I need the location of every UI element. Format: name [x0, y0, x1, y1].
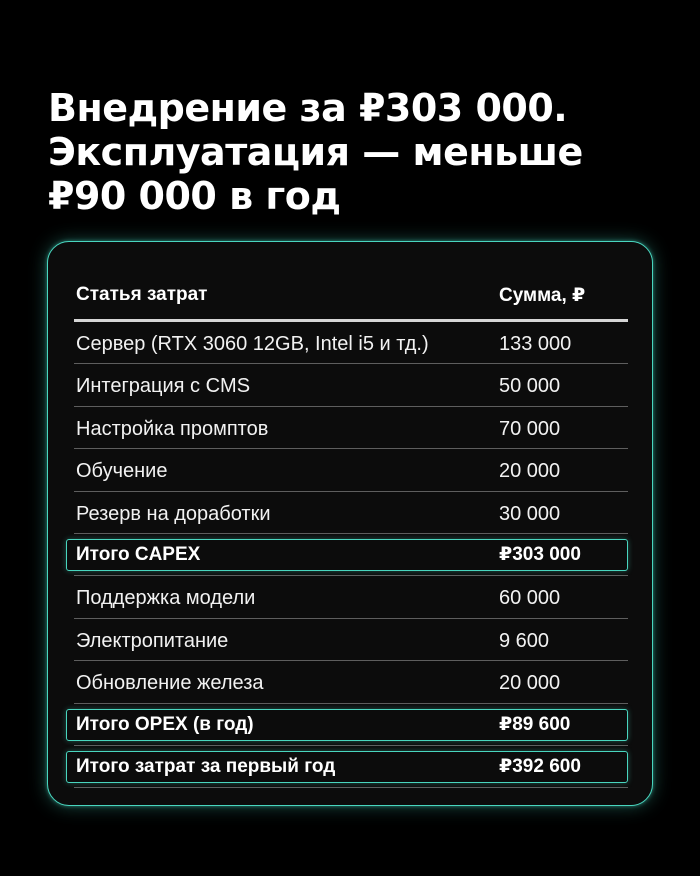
table-row [74, 449, 628, 491]
cell-item: Обучение [76, 460, 168, 483]
cost-table [74, 272, 628, 788]
total-row [74, 746, 628, 788]
cell-item: Обновление железа [76, 672, 264, 695]
cell-amount: 20 000 [499, 672, 561, 695]
cell-item: Резерв на доработки [76, 502, 271, 525]
cell-item: Итого затрат за первый год [76, 755, 336, 777]
cell-amount: ₽303 000 [499, 543, 581, 565]
headline-line-3: ₽90 000 в год [48, 174, 341, 218]
cell-amount: 133 000 [499, 333, 572, 355]
cell-amount: 20 000 [499, 460, 561, 483]
table-row [74, 619, 628, 661]
cell-amount: 30 000 [499, 502, 561, 525]
cell-amount: ₽89 600 [499, 713, 571, 735]
table-header [74, 272, 628, 322]
cell-amount: ₽392 600 [499, 755, 581, 777]
cell-amount: 60 000 [499, 587, 561, 610]
table-row [74, 576, 628, 618]
cell-amount: 70 000 [499, 417, 561, 440]
table-row [74, 364, 628, 406]
table-body [74, 322, 628, 788]
table-row [74, 492, 628, 534]
headline [48, 86, 668, 218]
header-item: Статья затрат [76, 284, 208, 305]
table-row [74, 322, 628, 364]
cell-item: Итого OPEX (в год) [76, 713, 254, 735]
cell-amount: 9 600 [499, 629, 550, 652]
table-row [74, 661, 628, 703]
cell-amount: 50 000 [499, 375, 561, 398]
cell-item: Итого CAPEX [76, 543, 201, 565]
total-row [74, 704, 628, 746]
cell-item: Поддержка модели [76, 587, 256, 610]
headline-line-2: Эксплуатация — меньше [48, 130, 583, 174]
headline-line-1: Внедрение за ₽303 000. [48, 86, 568, 130]
header-amount: Сумма, ₽ [499, 285, 586, 306]
cell-item: Сервер (RTX 3060 12GB, Intel i5 и тд.) [76, 333, 429, 355]
cell-item: Электропитание [76, 629, 229, 652]
cell-item: Интеграция с CMS [76, 375, 251, 398]
table-row [74, 407, 628, 449]
total-row [74, 534, 628, 576]
cell-item: Настройка промптов [76, 417, 269, 440]
